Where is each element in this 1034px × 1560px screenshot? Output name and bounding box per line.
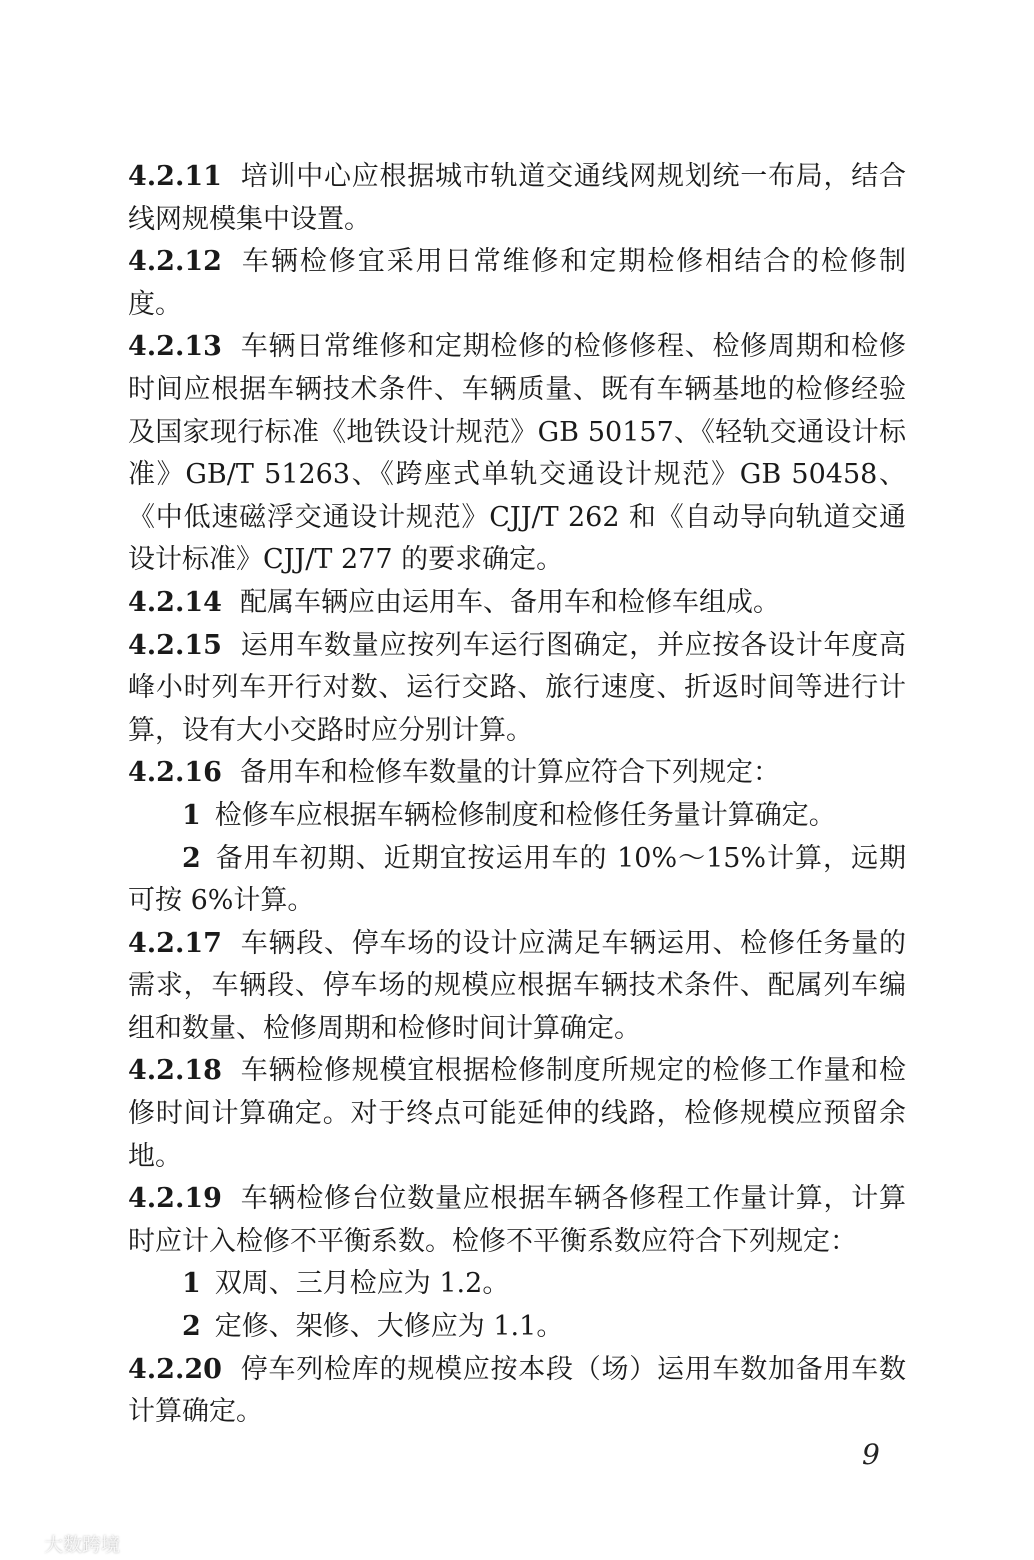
clause-number: 4.2.13 [128, 331, 222, 363]
item-text: 双周、三月检应为 1.2。 [214, 1268, 510, 1300]
clause-4-2-15 [128, 625, 906, 753]
item-number: 1 [182, 1268, 201, 1300]
clause-text: 培训中心应根据城市轨道交通线网规划统一布局，结合线网规模集中设置。 [128, 161, 906, 235]
item-number: 2 [182, 842, 201, 874]
clause-number: 4.2.18 [128, 1055, 222, 1087]
clause-text: 车辆检修宜采用日常维修和定期检修相结合的检修制度。 [128, 246, 906, 320]
clause-text: 停车列检库的规模应按本段（场）运用车数加备用车数计算确定。 [128, 1353, 906, 1428]
clause-4-2-18 [128, 1050, 906, 1178]
clause-text: 车辆检修规模宜根据检修制度所规定的检修工作量和检修时间计算确定。对于终点可能延伸的线路，检修规模应预留余地。 [128, 1055, 906, 1172]
page-number: 9 [862, 1438, 880, 1471]
clause-number: 4.2.11 [128, 161, 222, 192]
clause-4-2-13 [128, 326, 906, 582]
clause-4-2-20 [128, 1349, 906, 1434]
clause-text: 车辆日常维修和定期检修的检修修程、检修周期和检修时间应根据车辆技术条件、车辆质量、既有车辆基地的检修经验及国家现行标准《地铁设计规范》GB 50157、《轻轨交通设计标准》GB/T 51263、《跨座式单轨交通设计规范》GB 50458、《中低速磁浮交通设计规范》CJJ/T 262 和《自动导向轨道交通设计标准》CJJ/T 277 的要求确定。 [128, 331, 906, 576]
clause-4-2-19 [128, 1178, 906, 1263]
clause-text: 车辆段、停车场的设计应满足车辆运用、检修任务量的需求，车辆段、停车场的规模应根据车辆技术条件、配属列车编组和数量、检修周期和检修时间计算确定。 [128, 927, 906, 1044]
clause-4-2-16-item-1 [128, 795, 906, 838]
item-number: 2 [182, 1311, 201, 1343]
item-text: 备用车初期、近期宜按运用车的 10%～15%计算，远期可按 6%计算。 [128, 842, 906, 917]
clause-number: 4.2.20 [128, 1353, 222, 1385]
document-body [128, 156, 906, 1434]
clause-4-2-12 [128, 241, 906, 326]
clause-text: 备用车和检修车数量的计算应符合下列规定： [239, 757, 780, 789]
clause-text: 车辆检修台位数量应根据车辆各修程工作量计算，计算时应计入检修不平衡系数。检修不平衡系数应符合下列规定： [128, 1183, 906, 1257]
clause-number: 4.2.16 [128, 757, 222, 789]
clause-4-2-11 [128, 156, 906, 241]
clause-number: 4.2.14 [128, 586, 222, 618]
clause-text: 运用车数量应按列车运行图确定，并应按各设计年度高峰小时列车开行对数、运行交路、旅行速度、折返时间等进行计算，设有大小交路时应分别计算。 [128, 629, 906, 746]
clause-number: 4.2.15 [128, 629, 222, 661]
clause-number: 4.2.12 [128, 246, 222, 278]
clause-number: 4.2.19 [128, 1183, 222, 1215]
item-number: 1 [182, 799, 201, 831]
clause-4-2-17 [128, 923, 906, 1051]
clause-4-2-16-item-2 [128, 838, 906, 923]
clause-4-2-19-item-2 [128, 1306, 906, 1349]
item-text: 检修车应根据车辆检修制度和检修任务量计算确定。 [214, 799, 836, 831]
clause-4-2-14 [128, 582, 906, 625]
logo-icon [6, 1534, 40, 1554]
clause-4-2-16 [128, 752, 906, 795]
clause-text: 配属车辆应由运用车、备用车和检修车组成。 [239, 586, 780, 618]
item-text: 定修、架修、大修应为 1.1。 [214, 1311, 564, 1343]
clause-4-2-19-item-1 [128, 1263, 906, 1306]
clause-number: 4.2.17 [128, 927, 222, 959]
watermark-text: 大数跨境 [44, 1534, 121, 1556]
watermark [6, 1530, 120, 1557]
